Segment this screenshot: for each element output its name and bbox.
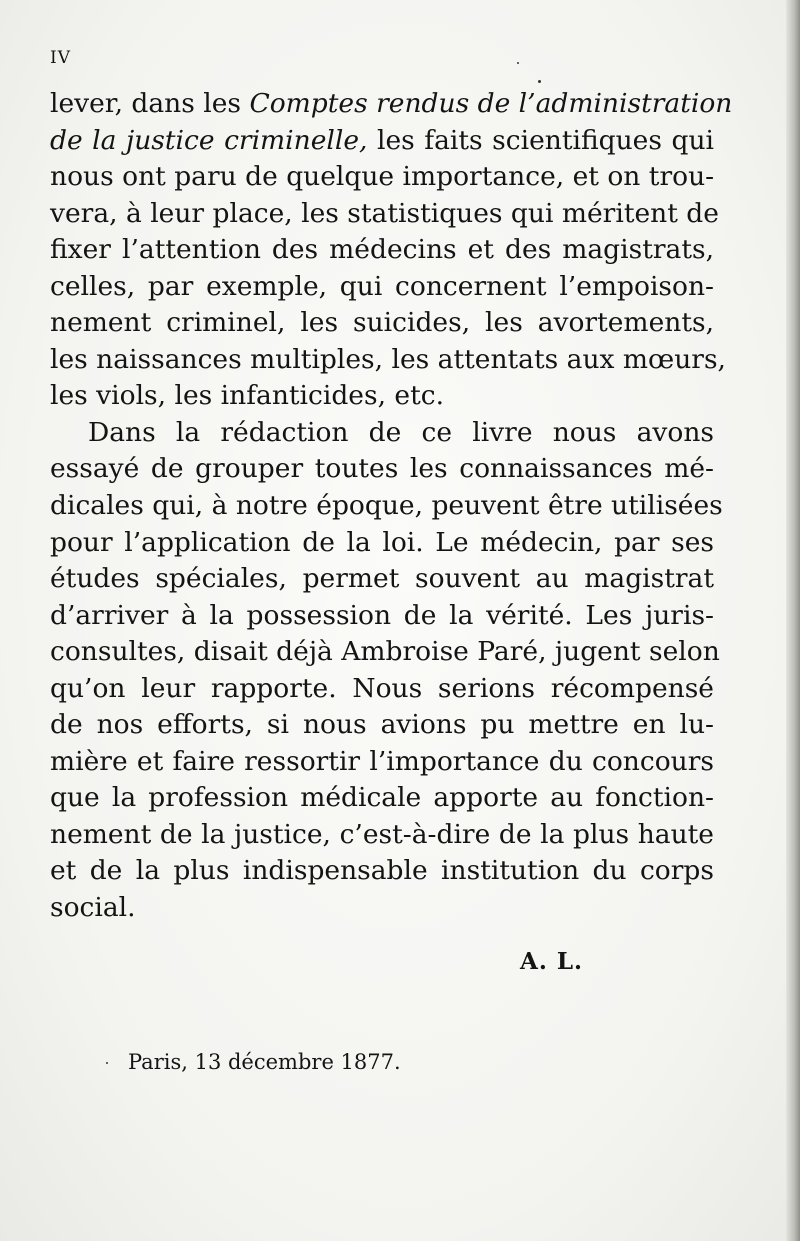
text-line: études spéciales, permet souvent au magistrat (50, 563, 714, 595)
preface-text (50, 86, 733, 927)
text-line: dicales qui, à notre époque, peuvent être utilisées (50, 490, 723, 522)
text-line: celles, par exemple, qui concernent l’empoison- (50, 270, 714, 302)
text-line: fixer l’attention des médecins et des magistrats, (50, 234, 714, 266)
text-line: nement criminel, les suicides, les avortements, (50, 307, 714, 339)
text-line: les viols, les infanticides, etc. (50, 380, 445, 412)
text-line: mière et faire ressortir l’importance du concours (50, 745, 714, 777)
text-line: et de la plus indispensable institution du corps (50, 855, 714, 887)
ink-speck (517, 62, 519, 64)
text-line: d’arriver à la possession de la vérité. Les juris- (50, 599, 714, 631)
paragraph-1 (50, 86, 733, 415)
ink-speck (106, 1062, 108, 1064)
dateline: Paris, 13 décembre 1877. (128, 1050, 401, 1074)
text-line: consultes, disait déjà Ambroise Paré, jugent selon (50, 636, 720, 668)
italic-title: Comptes rendus de l’administration (249, 88, 733, 119)
text-line: vera, à leur place, les statistiques qui méritent de (50, 197, 719, 229)
text-line: social. (50, 892, 136, 924)
paragraph-2 (50, 415, 723, 927)
author-signature: A. L. (520, 948, 584, 975)
text-line (50, 123, 714, 160)
text-line: nous ont paru de quelque importance, et on trou- (50, 161, 715, 193)
page-number: IV (50, 48, 71, 68)
text-span: les faits scientifiques qui (367, 124, 714, 156)
text-line: essayé de grouper toutes les connaissances mé- (50, 453, 714, 485)
text-span: lever, dans les (50, 88, 250, 119)
text-line: de nos efforts, si nous avions pu mettre en lu- (50, 709, 714, 741)
page-edge-shadow (786, 0, 800, 1241)
italic-title: de la justice criminelle, (50, 124, 368, 156)
text-line: Dans la rédaction de ce livre nous avons (88, 416, 714, 448)
text-line: nement de la justice, c’est-à-dire de la plus haute (50, 818, 714, 850)
text-line: pour l’application de la loi. Le médecin, par ses (50, 526, 714, 558)
text-line (50, 86, 733, 123)
text-line: qu’on leur rapporte. Nous serions récompensé (50, 672, 714, 704)
text-line: les naissances multiples, les attentats aux mœurs, (50, 343, 726, 375)
ink-speck (538, 80, 541, 83)
text-line: que la profession médicale apporte au fonction- (50, 782, 714, 814)
